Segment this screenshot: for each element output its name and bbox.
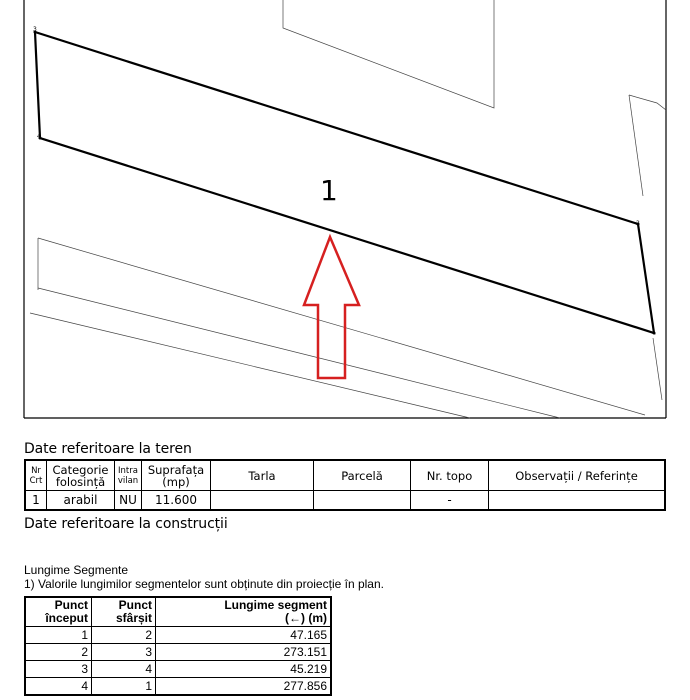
cell-length: 45.219 [156, 661, 332, 678]
parcel-number-label: 1 [320, 174, 338, 207]
cell-end: 2 [92, 627, 156, 644]
cell-observatii [489, 491, 666, 511]
segmente-table [24, 596, 332, 696]
parcel-outline [35, 32, 654, 333]
table-row [25, 491, 665, 511]
col-observatii: Observații / Referințe [489, 460, 666, 491]
cell-nr-crt: 1 [25, 491, 47, 511]
cell-length: 47.165 [156, 627, 332, 644]
neighbor-parcel-top [283, 0, 494, 108]
table-row [25, 627, 331, 644]
cell-end: 4 [92, 661, 156, 678]
table-row [25, 644, 331, 661]
cell-start: 1 [25, 627, 92, 644]
segmente-header-row [25, 597, 331, 627]
col-punct-sfarsit: Punct sfârșit [92, 597, 156, 627]
cell-tarla [211, 491, 314, 511]
neighbor-line-e [653, 338, 662, 400]
neighbor-parcel-lines [30, 0, 666, 418]
cell-intravilan: NU [115, 491, 142, 511]
col-punct-inceput: Punct început [25, 597, 92, 627]
segmente-note: 1) Valorile lungimilor segmentelor sunt obținute din proiecție în plan. [24, 577, 384, 591]
cell-length: 277.856 [156, 678, 332, 696]
col-tarla: Tarla [211, 460, 314, 491]
cell-start: 2 [25, 644, 92, 661]
col-intravilan: Intra vilan [115, 460, 142, 491]
segmente-title: Lungime Segmente [24, 563, 129, 577]
table-row [25, 661, 331, 678]
red-arrow-icon [304, 237, 359, 378]
col-lungime-segment [156, 597, 332, 627]
cell-start: 3 [25, 661, 92, 678]
cell-categorie: arabil [47, 491, 115, 511]
neighbor-line-right [629, 95, 643, 196]
neighbor-line-c [30, 313, 470, 418]
col-suprafata: Suprafața (mp) [142, 460, 211, 491]
neighbor-parcel-right-top [629, 95, 666, 110]
teren-table [24, 459, 666, 511]
vertex-3-label: 3 [33, 26, 37, 33]
col-nr-crt: Nr Crt [25, 460, 47, 491]
col-nr-topo: Nr. topo [411, 460, 489, 491]
cell-start: 4 [25, 678, 92, 696]
cell-suprafata: 11.600 [142, 491, 211, 511]
teren-heading: Date referitoare la teren [24, 441, 192, 457]
lungime-header-label: Lungime segment [224, 598, 327, 612]
teren-header-row [25, 460, 665, 491]
col-categorie: Categorie folosință [47, 460, 115, 491]
col-parcela: Parcelă [314, 460, 411, 491]
cell-parcela [314, 491, 411, 511]
cell-end: 1 [92, 678, 156, 696]
vertex-1-label: 1 [652, 329, 656, 336]
table-row [25, 678, 331, 696]
vertex-4-label: 4 [37, 133, 41, 140]
lungime-unit-label: (←) (m) [285, 611, 327, 625]
cell-length: 273.151 [156, 644, 332, 661]
constructii-heading: Date referitoare la construcții [24, 516, 228, 532]
cell-end: 3 [92, 644, 156, 661]
neighbor-line-b [38, 288, 560, 418]
cell-nr-topo: - [411, 491, 489, 511]
vertex-2-label: 2 [636, 220, 640, 227]
